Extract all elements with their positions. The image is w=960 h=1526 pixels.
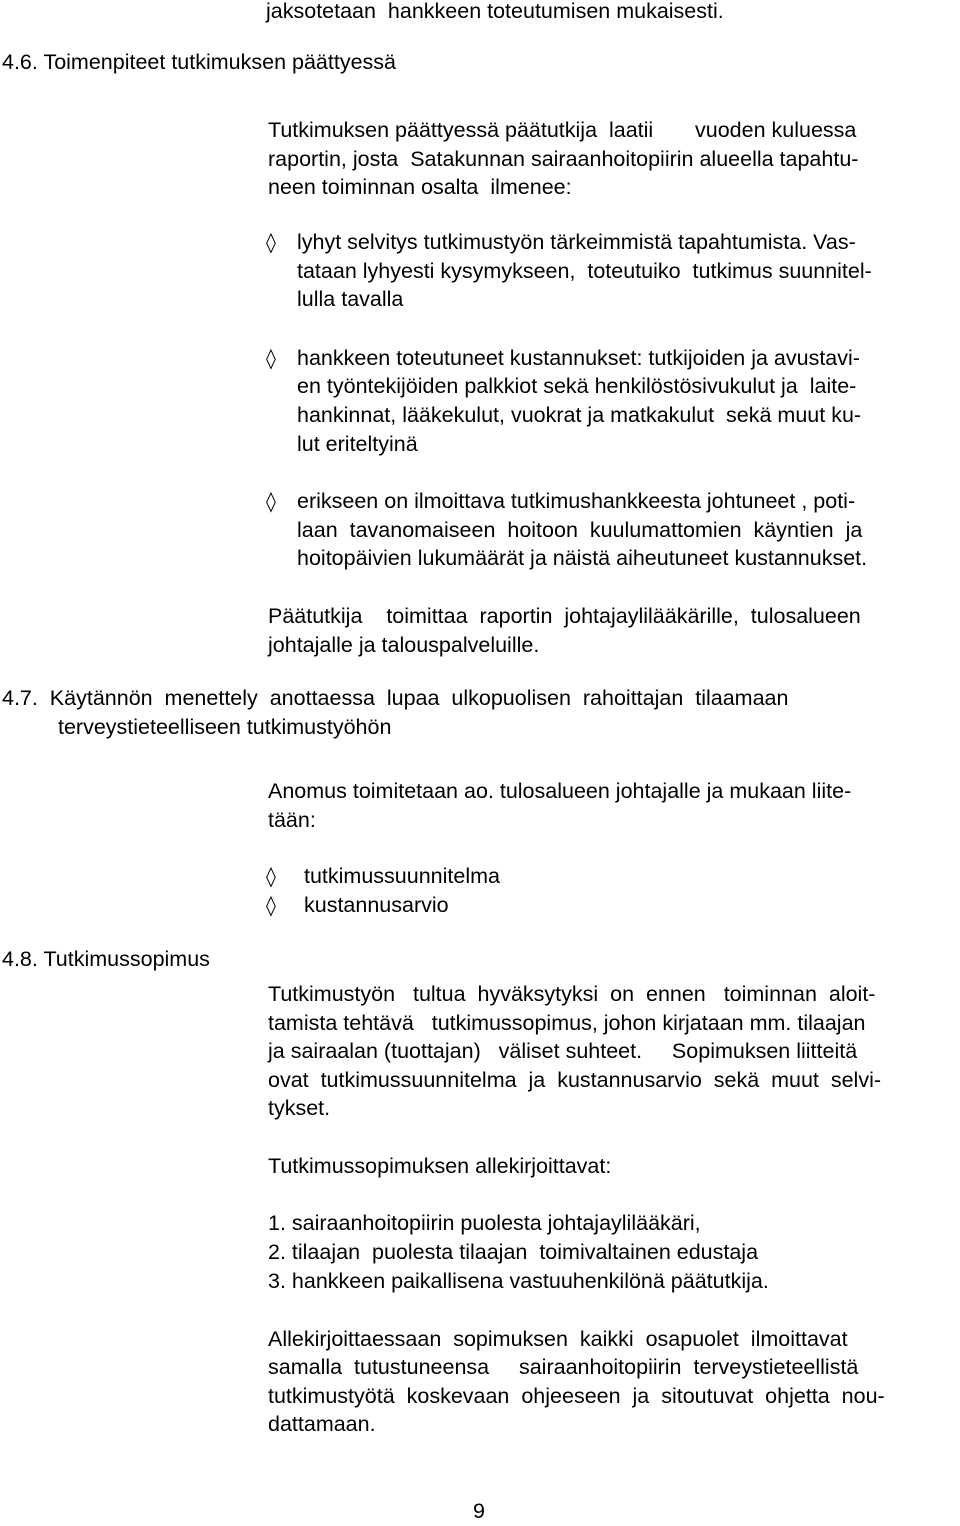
diamond-bullet-icon: ◊ [266,864,276,888]
top-fragment: jaksotetaan hankkeen toteutumisen mukaisesti. [266,0,724,23]
bullet-line: erikseen on ilmoittava tutkimushankkeesta johtuneet , poti- [297,489,856,513]
section-4-6-intro-line: Tutkimuksen päättyessä päätutkija laatii vuoden kuluessa [268,118,857,142]
attachment-item: tutkimussuunnitelma [304,864,500,888]
section-4-8-body-line: ja sairaalan (tuottajan) väliset suhteet. Sopimuksen liitteitä [268,1039,858,1063]
signer-item: 3. hankkeen paikallisena vastuuhenkilönä päätutkija. [268,1269,769,1293]
bullet-line: tataan lyhyesti kysymykseen, toteutuiko tutkimus suunnitel- [297,259,872,283]
section-4-8-body-line: ovat tutkimussuunnitelma ja kustannusarvio sekä muut selvi- [268,1068,882,1092]
bullet-line: hankinnat, lääkekulut, vuokrat ja matkakulut sekä muut ku- [297,403,862,427]
diamond-bullet-icon: ◊ [266,489,276,513]
diamond-bullet-icon: ◊ [266,230,276,254]
section-4-8-body-line: tamista tehtävä tutkimussopimus, johon kirjataan mm. tilaajan [268,1011,866,1035]
bullet-line: en työntekijöiden palkkiot sekä henkilöstösivukulut ja laite- [297,374,857,398]
page-number: 9 [473,1499,485,1523]
section-4-6-closing-line: Päätutkija toimittaa raportin johtajaylilääkärille, tulosalueen [268,604,861,628]
section-4-7-heading-line: terveystieteelliseen tutkimustyöhön [58,715,392,739]
section-4-8-final-line: dattamaan. [268,1412,376,1436]
section-4-8-final-line: Allekirjoittaessaan sopimuksen kaikki osapuolet ilmoittavat [268,1327,848,1351]
bullet-line: lyhyt selvitys tutkimustyön tärkeimmistä tapahtumista. Vas- [297,230,856,254]
section-4-6-intro-line: raportin, josta Satakunnan sairaanhoitopiirin alueella tapahtu- [268,147,859,171]
attachment-item: kustannusarvio [304,893,449,917]
bullet-line: hoitopäivien lukumäärät ja näistä aiheutuneet kustannukset. [297,546,868,570]
section-4-6-closing-line: johtajalle ja talouspalveluille. [268,633,540,657]
section-4-8-final-line: samalla tutustuneensa sairaanhoitopiirin terveystieteellistä [268,1355,859,1379]
signer-item: 1. sairaanhoitopiirin puolesta johtajaylilääkäri, [268,1211,701,1235]
section-4-6-intro-line: neen toiminnan osalta ilmenee: [268,175,572,199]
section-4-7-intro-line: tään: [268,808,316,832]
signers-heading: Tutkimussopimuksen allekirjoittavat: [268,1154,612,1178]
signer-item: 2. tilaajan puolesta tilaajan toimivaltainen edustaja [268,1240,759,1264]
section-4-8-heading: 4.8. Tutkimussopimus [2,947,210,971]
diamond-bullet-icon: ◊ [266,893,276,917]
bullet-line: lut eriteltyinä [297,432,418,456]
bullet-line: lulla tavalla [297,287,404,311]
section-4-6-heading: 4.6. Toimenpiteet tutkimuksen päättyessä [2,50,396,74]
diamond-bullet-icon: ◊ [266,346,276,370]
section-4-7-heading-line: 4.7. Käytännön menettely anottaessa lupaa ulkopuolisen rahoittajan tilaamaan [2,686,789,710]
section-4-7-intro-line: Anomus toimitetaan ao. tulosalueen johtajalle ja mukaan liite- [268,779,852,803]
bullet-line: laan tavanomaiseen hoitoon kuulumattomien käyntien ja [297,518,863,542]
section-4-8-body-line: Tutkimustyön tultua hyväksytyksi on ennen toiminnan aloit- [268,982,876,1006]
section-4-8-final-line: tutkimustyötä koskevaan ohjeeseen ja sitoutuvat ohjetta nou- [268,1384,885,1408]
section-4-8-body-line: tykset. [268,1096,331,1120]
bullet-line: hankkeen toteutuneet kustannukset: tutkijoiden ja avustavi- [297,346,860,370]
